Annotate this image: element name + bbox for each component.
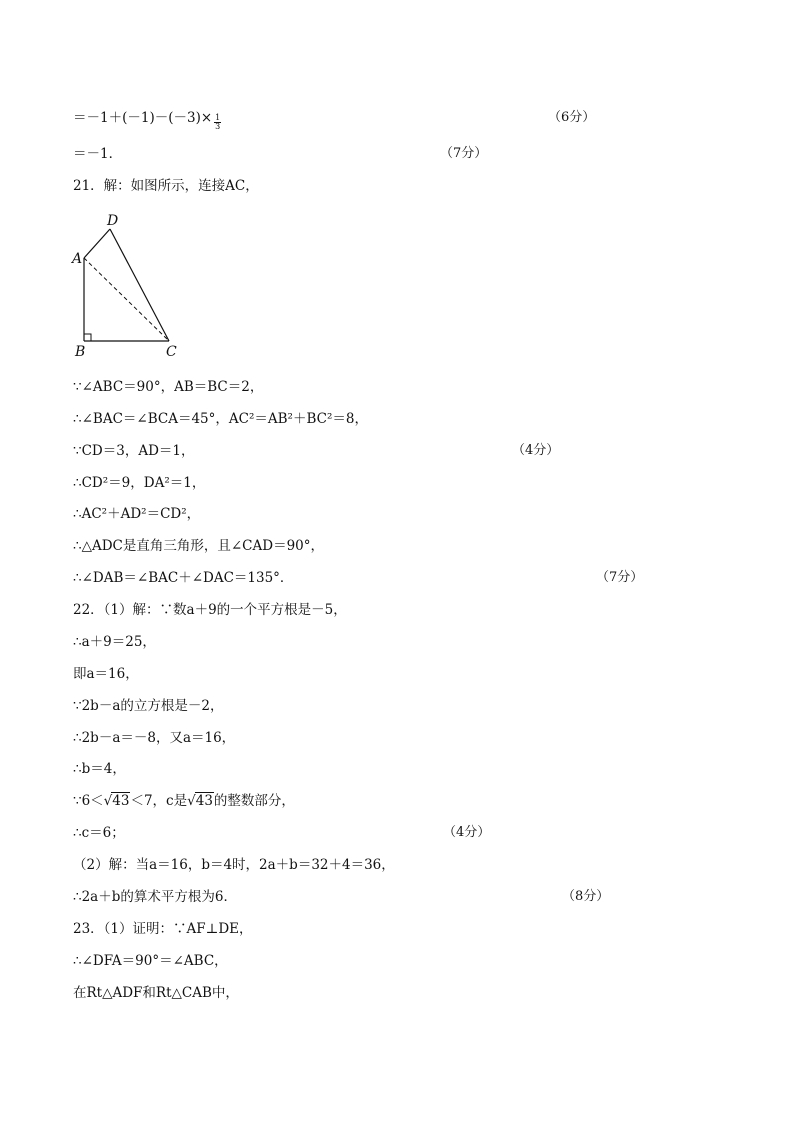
- fraction-one-third: $\frac{1}{3}$: [215, 113, 221, 131]
- line-q21-intro: 21．解：如图所示，连接AC，: [73, 178, 259, 194]
- label-c: C: [166, 344, 177, 360]
- right-angle-mark: [84, 334, 91, 341]
- line-q21-4: ∴CD²＝9，DA²＝1，: [73, 475, 206, 491]
- line-q21-3: ∵CD＝3，AD＝1，: [73, 443, 195, 459]
- points-line-1: （6分）: [548, 110, 596, 125]
- line-q21-5: ∴AC²＋AD²＝CD²，: [73, 506, 201, 522]
- line-q21-2: ∴∠BAC＝∠BCA＝45°，AC²＝AB²＋BC²＝8，: [73, 411, 368, 427]
- segment-dc: [110, 229, 169, 341]
- line-q21-6: ∴△ADC是直角三角形，且∠CAD＝90°，: [73, 538, 325, 554]
- line-q22-10: ∴2a＋b的算术平方根为6．: [73, 889, 237, 905]
- points-q21-3: （4分）: [512, 443, 560, 458]
- triangle-figure: [68, 208, 188, 360]
- line-q23-1: 23．（1）证明：∵AF⊥DE，: [73, 921, 253, 937]
- line-q22-1: 22．（1）解：∵数a＋9的一个平方根是－5，: [73, 602, 347, 618]
- line-q22-6: ∴b＝4，: [73, 761, 126, 777]
- line-q21-7: ∴∠DAB＝∠BAC＋∠DAC＝135°．: [73, 570, 294, 586]
- line-1: ＝－1＋(－1)－(－3)× $\frac{1}{3}$: [73, 110, 221, 131]
- line-q23-3: 在Rt△ADF和Rt△CAB中，: [73, 985, 239, 1001]
- line-q23-2: ∴∠DFA＝90°＝∠ABC，: [73, 953, 228, 969]
- label-b: B: [75, 344, 86, 360]
- line-q22-8: ∴c＝6；: [73, 825, 125, 841]
- points-q22-10: （8分）: [562, 889, 610, 904]
- line-q22-4: ∵2b－a的立方根是－2，: [73, 698, 224, 714]
- line-q22-3: 即a＝16，: [73, 666, 139, 682]
- line-q22-7: ∵6＜√43＜7，c是√43的整数部分，: [73, 793, 295, 809]
- points-line-2: （7分）: [440, 146, 488, 161]
- points-q21-7: （7分）: [596, 570, 644, 585]
- line-2: ＝－1．: [73, 146, 123, 162]
- segment-ad: [84, 229, 110, 258]
- label-a: A: [72, 251, 83, 267]
- line-q22-2: ∴a＋9＝25，: [73, 634, 156, 650]
- label-d: D: [107, 213, 119, 229]
- line-q22-9: （2）解：当a＝16，b＝4时，2a＋b＝32＋4＝36，: [73, 857, 395, 873]
- points-q22-8: （4分）: [443, 825, 491, 840]
- line-q22-5: ∴2b－a＝－8，又a＝16，: [73, 730, 236, 746]
- line-q21-1: ∵∠ABC＝90°，AB＝BC＝2，: [73, 379, 264, 395]
- segment-ac-dashed: [84, 258, 169, 341]
